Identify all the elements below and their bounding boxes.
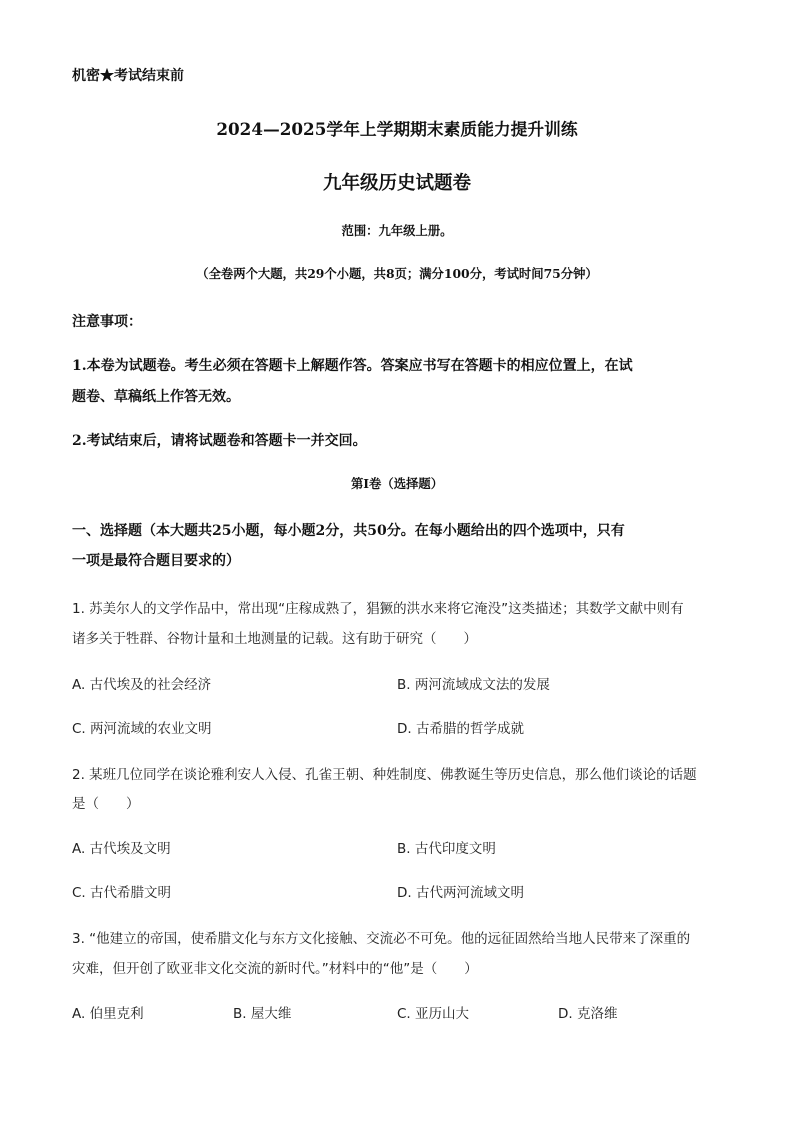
- exam-info: （全卷两个大题，共29个小题，共8页；满分100分，考试时间75分钟）: [196, 266, 598, 281]
- section-title: 第Ⅰ卷（选择题）: [350, 476, 444, 491]
- option-b: B. 古代印度文明: [397, 841, 496, 857]
- question-stem-line-1: 2. 某班几位同学在谈论雅利安人入侵、孔雀王朝、种姓制度、佛教诞生等历史信息，那么他们谈论的话题: [72, 767, 697, 783]
- exam-scope: 范围：九年级上册。: [341, 223, 453, 238]
- option-d: D. 古希腊的哲学成就: [397, 721, 524, 737]
- section-instructions-line-2: 一项是最符合题目要求的）: [72, 553, 240, 569]
- option-a: A. 古代埃及文明: [72, 841, 171, 857]
- question-stem-line-1: 1. 苏美尔人的文学作品中，常出现“庄稼成熟了，猖獗的洪水来将它淹没”这类描述；其数学文献中则有: [72, 601, 684, 617]
- option-c: C. 亚历山大: [397, 1006, 470, 1022]
- confidential-label: 机密★考试结束前: [72, 68, 184, 84]
- exam-subtitle: 九年级历史试题卷: [322, 173, 471, 194]
- question-stem-line-1: 3. “他建立的帝国，使希腊文化与东方文化接触、交流必不可免。他的远征固然给当地人民带来了深重的: [72, 931, 691, 947]
- notes-item-2: 2.考试结束后，请将试题卷和答题卡一并交回。: [72, 433, 367, 449]
- exam-title: 2024—2025学年上学期期末素质能力提升训练: [216, 119, 578, 139]
- notes-heading: 注意事项：: [72, 314, 142, 330]
- notes-item-1-line-2: 题卷、草稿纸上作答无效。: [72, 389, 240, 405]
- section-instructions-line-1: 一、选择题（本大题共25小题，每小题2分，共50分。在每小题给出的四个选项中，只有: [72, 523, 625, 539]
- option-d: D. 古代两河流域文明: [397, 885, 524, 901]
- option-d: D. 克洛维: [558, 1006, 618, 1022]
- option-a: A. 伯里克利: [72, 1006, 144, 1022]
- notes-item-1-line-1: 1.本卷为试题卷。考生必须在答题卡上解题作答。答案应书写在答题卡的相应位置上，在试: [72, 358, 633, 374]
- option-c: C. 两河流域的农业文明: [72, 721, 212, 737]
- question-stem-line-2: 灾难，但开创了欧亚非文化交流的新时代。”材料中的“他”是（ ）: [72, 961, 478, 977]
- option-b: B. 两河流域成文法的发展: [397, 677, 550, 693]
- question-stem-line-2: 是（ ）: [72, 796, 140, 812]
- option-b: B. 屋大维: [233, 1006, 292, 1022]
- option-a: A. 古代埃及的社会经济: [72, 677, 212, 693]
- question-stem-line-2: 诸多关于牲群、谷物计量和土地测量的记载。这有助于研究（ ）: [72, 631, 477, 647]
- option-c: C. 古代希腊文明: [72, 885, 172, 901]
